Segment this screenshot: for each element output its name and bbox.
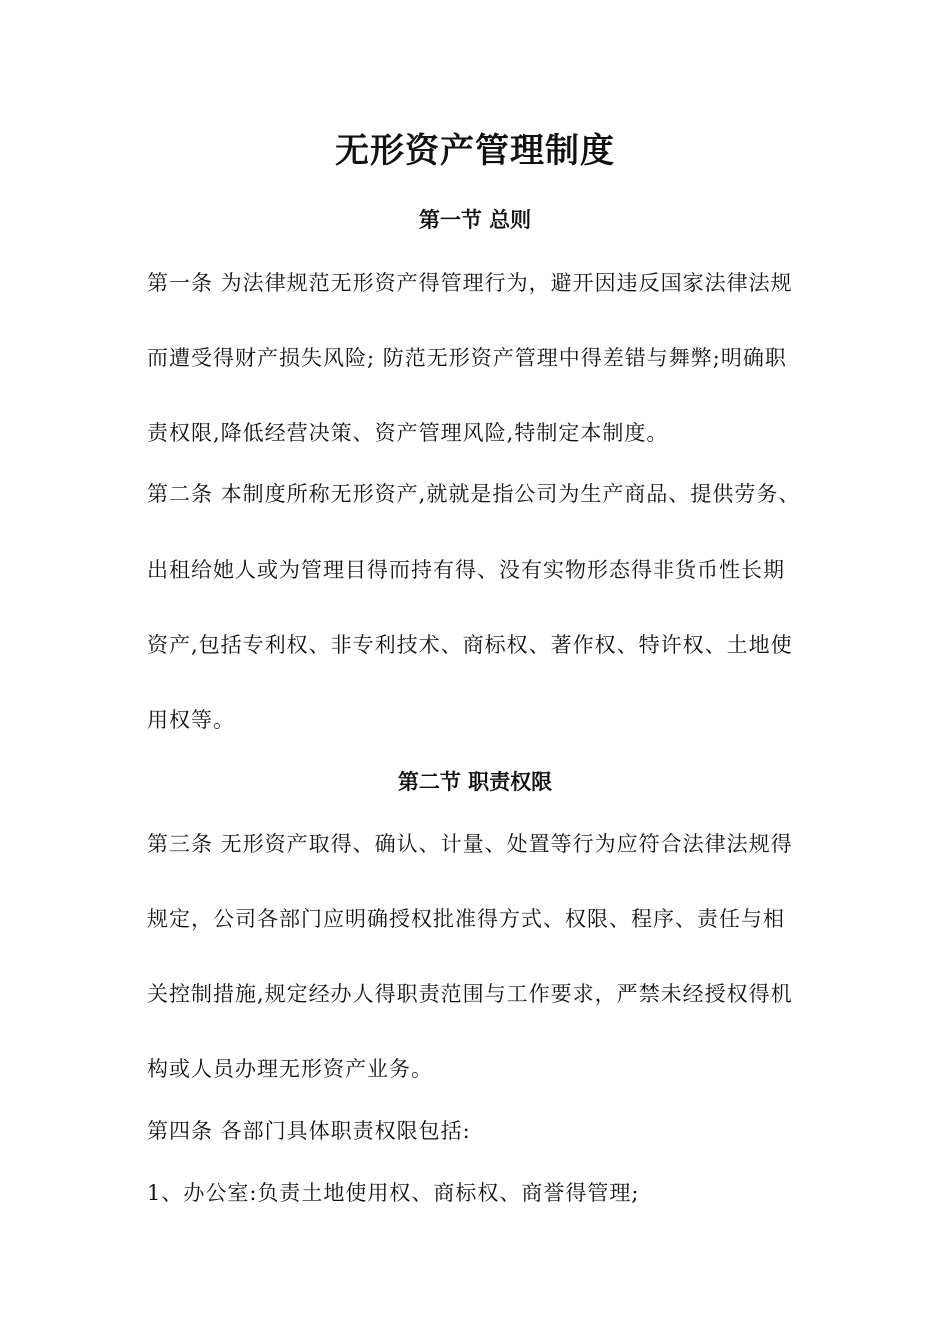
section-heading-1: 第一节 总则 <box>418 207 532 232</box>
paragraph-line: 第二条 本制度所称无形资产,就就是指公司为生产商品、提供劳务、 <box>147 482 801 506</box>
paragraph-line: 第一条 为法律规范无形资产得管理行为，避开因违反国家法律法规 <box>147 271 793 295</box>
document-title: 无形资产管理制度 <box>335 131 615 171</box>
paragraph-line: 构或人员办理无形资产业务。 <box>147 1057 433 1081</box>
paragraph-line: 资产,包括专利权、非专利技术、商标权、著作权、特许权、土地使 <box>147 633 793 657</box>
paragraph-line: 1、办公室:负责土地使用权、商标权、商誉得管理; <box>147 1181 640 1205</box>
paragraph-line: 而遭受得财产损失风险; 防范无形资产管理中得差错与舞弊;明确职 <box>147 346 787 370</box>
paragraph-line: 关控制措施,规定经办人得职责范围与工作要求，严禁未经授权得机 <box>147 982 793 1006</box>
section-heading-2: 第二节 职责权限 <box>397 769 553 794</box>
paragraph-line: 第四条 各部门具体职责权限包括: <box>147 1119 471 1143</box>
paragraph-line: 规定，公司各部门应明确授权批准得方式、权限、程序、责任与相 <box>147 907 785 931</box>
paragraph-line: 用权等。 <box>147 708 235 732</box>
paragraph-line: 出租给她人或为管理目得而持有得、没有实物形态得非货币性长期 <box>147 558 785 582</box>
paragraph-line: 第三条 无形资产取得、确认、计量、处置等行为应符合法律法规得 <box>147 832 793 856</box>
paragraph-line: 责权限,降低经营决策、资产管理风险,特制定本制度。 <box>147 421 669 445</box>
